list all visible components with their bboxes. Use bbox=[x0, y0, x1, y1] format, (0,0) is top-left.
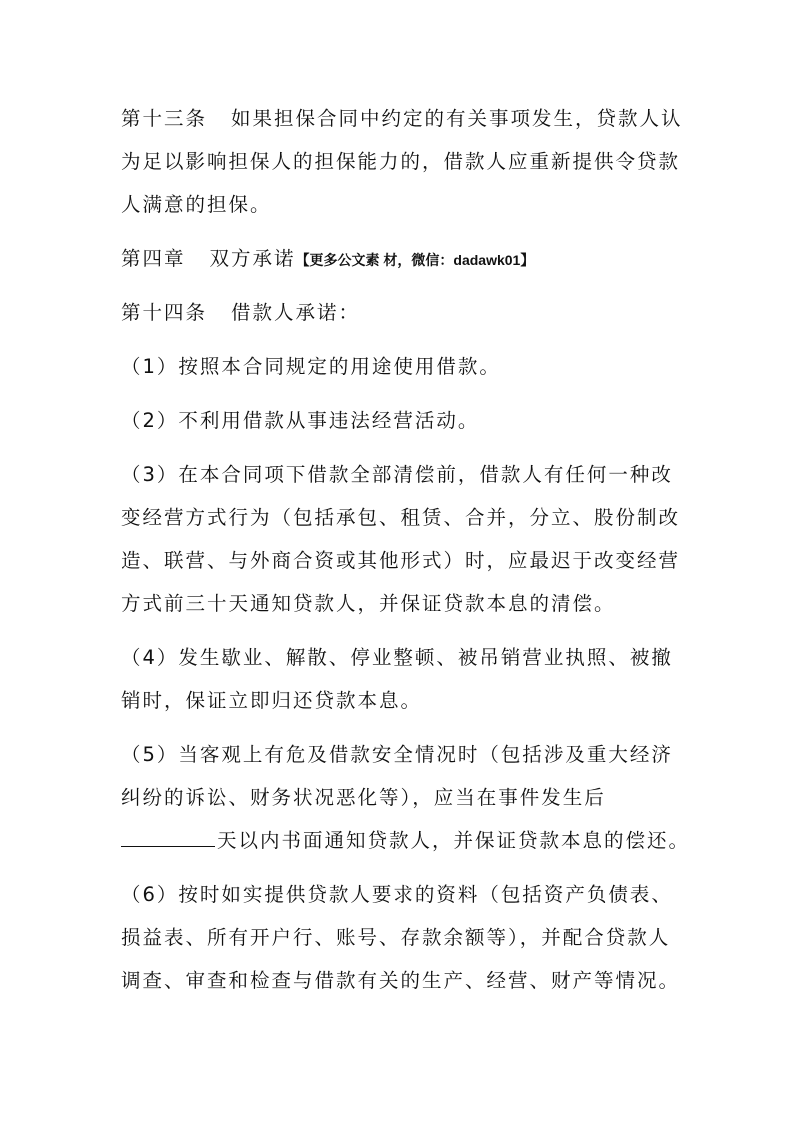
article-14-heading bbox=[121, 291, 681, 334]
item-3-line-4: 方式前三十天通知贷款人，并保证贷款本息的清偿。 bbox=[121, 592, 616, 615]
article-14-label: 第十四条 bbox=[121, 301, 208, 324]
item-6-line-1: （6）按时如实提供贷款人要求的资料（包括资产负债表、 bbox=[121, 883, 673, 906]
item-6-line-2: 损益表、所有开户行、账号、存款余额等），并配合贷款人 bbox=[121, 926, 671, 949]
chapter-4-label: 第四章 bbox=[121, 247, 186, 270]
chapter-4-heading bbox=[121, 237, 681, 280]
article-13-line-1 bbox=[121, 97, 681, 140]
item-1-line-1: （1）按照本合同规定的用途使用借款。 bbox=[121, 355, 501, 378]
item-3-line-1: （3）在本合同项下借款全部清偿前，借款人有任何一种改 bbox=[121, 463, 673, 486]
fill-in-blank bbox=[121, 824, 215, 847]
article-13-line-2: 为足以影响担保人的担保能力的，借款人应重新提供令贷款 bbox=[121, 150, 681, 173]
item-2-line-1: （2）不利用借款从事违法经营活动。 bbox=[121, 409, 480, 432]
article-13-text-1: 如果担保合同中约定的有关事项发生，贷款人认 bbox=[231, 107, 683, 130]
article-14-title: 借款人承诺： bbox=[231, 301, 361, 324]
item-3-line-3: 造、联营、与外商合资或其他形式）时，应最迟于改变经营 bbox=[121, 549, 681, 572]
promo-note: 【更多公文素 材，微信：dadawk01】 bbox=[295, 252, 535, 268]
item-5-line-3 bbox=[121, 819, 691, 862]
item-3 bbox=[121, 453, 681, 625]
item-5-line-2: 纠纷的诉讼、财务状况恶化等），应当在事件发生后 bbox=[121, 786, 606, 809]
item-5 bbox=[121, 733, 691, 862]
item-4 bbox=[121, 636, 681, 722]
item-1 bbox=[121, 345, 681, 388]
item-2 bbox=[121, 399, 681, 442]
item-5-line-1: （5）当客观上有危及借款安全情况时（包括涉及重大经济 bbox=[121, 743, 673, 766]
item-5-line-3-text: 天以内书面通知贷款人，并保证贷款本息的偿还。 bbox=[217, 829, 691, 852]
item-6 bbox=[121, 873, 681, 1002]
article-13-line-3: 人满意的担保。 bbox=[121, 193, 272, 216]
article-13-label: 第十三条 bbox=[121, 107, 208, 130]
item-3-line-2: 变经营方式行为（包括承包、租赁、合并，分立、股份制改 bbox=[121, 506, 681, 529]
item-4-line-1: （4）发生歇业、解散、停业整顿、被吊销营业执照、被撤 bbox=[121, 646, 673, 669]
article-13 bbox=[121, 97, 681, 226]
chapter-4-title: 双方承诺 bbox=[209, 247, 296, 270]
document-page bbox=[121, 97, 691, 1013]
item-4-line-2: 销时，保证立即归还贷款本息。 bbox=[121, 689, 423, 712]
item-6-line-3: 调查、审查和检查与借款有关的生产、经营、财产等情况。 bbox=[121, 969, 681, 992]
